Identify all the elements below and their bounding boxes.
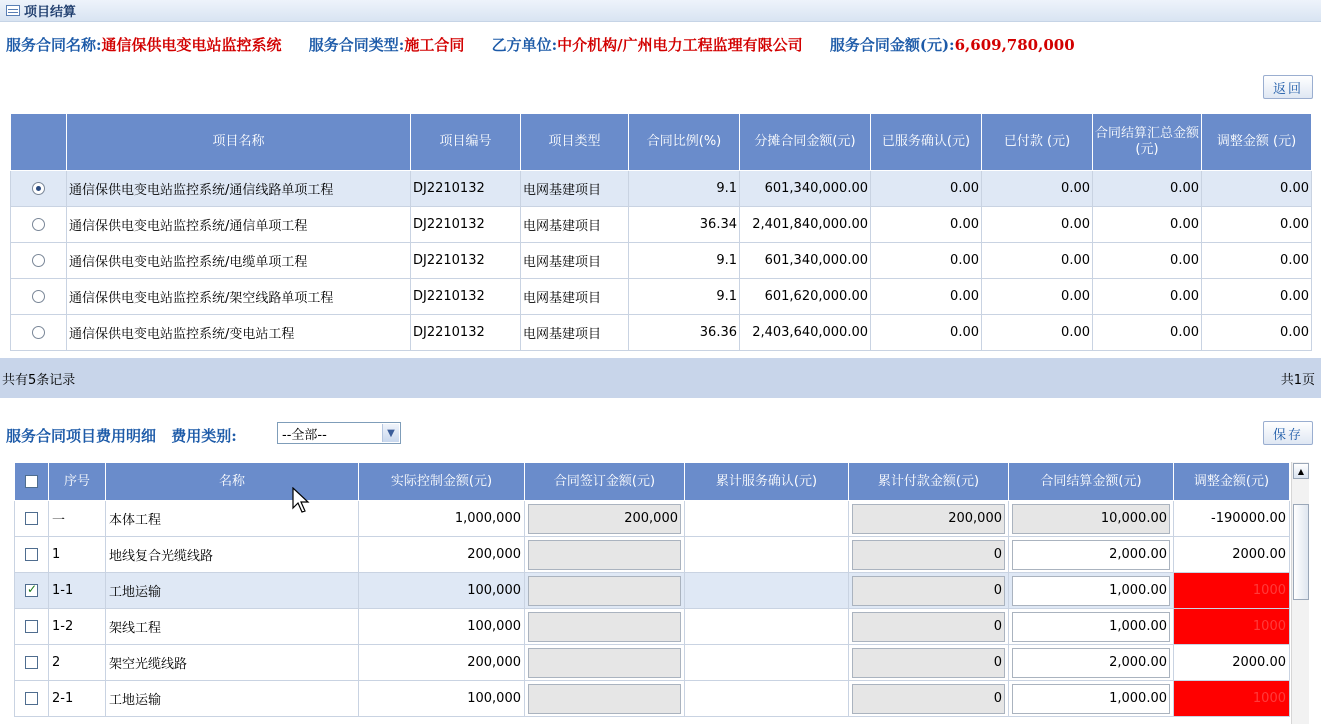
cumulative-paid-cell	[849, 609, 1009, 645]
actual-amount-cell: 100,000	[359, 573, 525, 609]
row-radio-button[interactable]	[32, 254, 45, 267]
vertical-scrollbar[interactable]	[1291, 462, 1309, 724]
paid-cell: 0.00	[982, 279, 1093, 315]
header-actual-amount: 实际控制金额(元)	[359, 463, 525, 501]
expense-row[interactable]	[15, 609, 1290, 645]
header-settlement-amount: 合同结算金额(元)	[1009, 463, 1174, 501]
row-radio	[11, 279, 67, 315]
signed-amount-field: 200,000	[528, 504, 681, 534]
name-cell: 地线复合光缆线路	[106, 537, 359, 573]
select-all-checkbox[interactable]	[25, 475, 38, 488]
actual-amount-cell: 100,000	[359, 681, 525, 717]
project-name-cell: 通信保供电变电站监控系统/变电站工程	[67, 315, 411, 351]
name-cell: 工地运输	[106, 681, 359, 717]
confirmed-cell: 0.00	[871, 243, 982, 279]
adjust-cell: 0.00	[1202, 207, 1312, 243]
ratio-cell: 36.36	[629, 315, 740, 351]
allocated-amount-cell: 2,401,840,000.00	[740, 207, 871, 243]
ratio-cell: 9.1	[629, 243, 740, 279]
adjust-amount-cell[interactable]: 2000.00	[1174, 645, 1290, 681]
cumulative-paid-cell	[849, 537, 1009, 573]
mouse-cursor-icon	[292, 487, 314, 515]
signed-amount-field	[528, 648, 681, 678]
header-signed-amount: 合同签订金额(元)	[525, 463, 685, 501]
header-adjust-amount: 调整金额(元)	[1174, 463, 1290, 501]
row-check-cell[interactable]	[15, 573, 49, 609]
header-allocated-amount: 分摊合同金额(元)	[740, 114, 871, 171]
settlement-amount-cell	[1009, 609, 1174, 645]
confirmed-cell: 0.00	[871, 315, 982, 351]
settlement-amount-field[interactable]: 1,000.00	[1012, 576, 1170, 606]
table-icon	[6, 5, 20, 16]
cumulative-confirm-cell	[685, 609, 849, 645]
settlement-amount-cell	[1009, 501, 1174, 537]
expense-row[interactable]	[15, 573, 1290, 609]
ratio-cell: 36.34	[629, 207, 740, 243]
scroll-thumb[interactable]	[1293, 504, 1309, 600]
project-type-cell: 电网基建项目	[521, 315, 629, 351]
project-code-cell: DJ2210132	[411, 279, 521, 315]
scroll-up-icon[interactable]: ▲	[1293, 463, 1309, 479]
adjust-amount-cell[interactable]: 1000	[1174, 573, 1290, 609]
seq-cell: 2-1	[49, 681, 106, 717]
row-checkbox[interactable]	[25, 548, 38, 561]
adjust-amount-cell[interactable]: -190000.00	[1174, 501, 1290, 537]
seq-cell: 1-2	[49, 609, 106, 645]
filter-label: 费用类别:	[171, 427, 237, 445]
allocated-amount-cell: 2,403,640,000.00	[740, 315, 871, 351]
row-checkbox[interactable]	[25, 692, 38, 705]
project-row[interactable]	[11, 207, 1312, 243]
header-seq: 序号	[49, 463, 106, 501]
settlement-amount-cell	[1009, 681, 1174, 717]
expense-detail-heading	[6, 425, 237, 446]
row-checkbox[interactable]	[25, 584, 38, 597]
project-name-cell: 通信保供电变电站监控系统/通信单项工程	[67, 207, 411, 243]
row-radio-button[interactable]	[32, 326, 45, 339]
cumulative-confirm-cell	[685, 573, 849, 609]
header-paid: 已付款 (元)	[982, 114, 1093, 171]
paid-cell: 0.00	[982, 315, 1093, 351]
header-ratio: 合同比例(%)	[629, 114, 740, 171]
header-select-all[interactable]	[15, 463, 49, 501]
settlement-amount-field: 10,000.00	[1012, 504, 1170, 534]
row-check-cell[interactable]	[15, 501, 49, 537]
seq-cell: 2	[49, 645, 106, 681]
info-label-contract-amount: 服务合同金额(元):	[829, 36, 955, 54]
cumulative-confirm-cell	[685, 501, 849, 537]
pagination-bar	[0, 358, 1321, 398]
settlement-amount-field[interactable]: 2,000.00	[1012, 540, 1170, 570]
header-cumulative-confirm: 累计服务确认(元)	[685, 463, 849, 501]
expense-detail-title: 服务合同项目费用明细	[6, 427, 157, 445]
signed-amount-cell	[525, 645, 685, 681]
expense-category-value: --全部--	[282, 427, 327, 443]
title-bar	[0, 0, 1321, 22]
project-name-cell: 通信保供电变电站监控系统/通信线路单项工程	[67, 171, 411, 207]
row-check-cell[interactable]	[15, 537, 49, 573]
row-check-cell[interactable]	[15, 645, 49, 681]
project-type-cell: 电网基建项目	[521, 207, 629, 243]
settlement-summary-cell: 0.00	[1093, 279, 1202, 315]
confirmed-cell: 0.00	[871, 207, 982, 243]
chevron-down-icon[interactable]: ▼	[382, 424, 399, 442]
header-project-type: 项目类型	[521, 114, 629, 171]
adjust-cell: 0.00	[1202, 279, 1312, 315]
confirmed-cell: 0.00	[871, 171, 982, 207]
paid-cell: 0.00	[982, 171, 1093, 207]
row-radio-button[interactable]	[32, 218, 45, 231]
settlement-summary-cell: 0.00	[1093, 315, 1202, 351]
settlement-amount-cell	[1009, 537, 1174, 573]
adjust-cell: 0.00	[1202, 243, 1312, 279]
adjust-amount-cell[interactable]: 1000	[1174, 609, 1290, 645]
project-row[interactable]	[11, 279, 1312, 315]
seq-cell: 1-1	[49, 573, 106, 609]
name-cell: 本体工程	[106, 501, 359, 537]
header-adjust: 调整金额 (元)	[1202, 114, 1312, 171]
header-name: 名称	[106, 463, 359, 501]
row-checkbox[interactable]	[25, 620, 38, 633]
project-row[interactable]	[11, 243, 1312, 279]
cumulative-confirm-cell	[685, 645, 849, 681]
page-title: 项目结算	[24, 5, 77, 20]
cumulative-paid-field: 0	[852, 612, 1005, 642]
header-select	[11, 114, 67, 171]
row-radio	[11, 171, 67, 207]
settlement-amount-field[interactable]: 1,000.00	[1012, 684, 1170, 714]
contract-info	[6, 34, 1097, 55]
header-confirmed: 已服务确认(元)	[871, 114, 982, 171]
cumulative-paid-field: 0	[852, 540, 1005, 570]
seq-cell: 1	[49, 537, 106, 573]
project-type-cell: 电网基建项目	[521, 171, 629, 207]
confirmed-cell: 0.00	[871, 279, 982, 315]
cumulative-paid-cell	[849, 573, 1009, 609]
signed-amount-field	[528, 576, 681, 606]
project-type-cell: 电网基建项目	[521, 243, 629, 279]
expense-row[interactable]	[15, 645, 1290, 681]
row-check-cell[interactable]	[15, 681, 49, 717]
cumulative-confirm-cell	[685, 681, 849, 717]
adjust-cell: 0.00	[1202, 315, 1312, 351]
settlement-summary-cell: 0.00	[1093, 171, 1202, 207]
info-value-party-b: 中介机构/广州电力工程监理有限公司	[557, 36, 803, 54]
name-cell: 架线工程	[106, 609, 359, 645]
settlement-amount-field[interactable]: 2,000.00	[1012, 648, 1170, 678]
expense-row[interactable]	[15, 681, 1290, 717]
signed-amount-cell	[525, 501, 685, 537]
ratio-cell: 9.1	[629, 279, 740, 315]
allocated-amount-cell: 601,620,000.00	[740, 279, 871, 315]
info-value-contract-amount: 6,609,780,000	[954, 36, 1075, 54]
cumulative-paid-field: 0	[852, 684, 1005, 714]
settlement-amount-cell	[1009, 573, 1174, 609]
cumulative-paid-cell	[849, 645, 1009, 681]
project-code-cell: DJ2210132	[411, 315, 521, 351]
row-radio-button[interactable]	[32, 290, 45, 303]
save-button[interactable]: 保存	[1263, 421, 1313, 445]
info-value-contract-name: 通信保供电变电站监控系统	[101, 36, 282, 54]
info-value-contract-type: 施工合同	[404, 36, 465, 54]
info-label-contract-type: 服务合同类型:	[308, 36, 405, 54]
actual-amount-cell: 200,000	[359, 645, 525, 681]
info-label-contract-name: 服务合同名称:	[6, 36, 102, 54]
project-code-cell: DJ2210132	[411, 243, 521, 279]
cumulative-paid-field: 200,000	[852, 504, 1005, 534]
cumulative-paid-field: 0	[852, 576, 1005, 606]
seq-cell: 一	[49, 501, 106, 537]
page-count: 共1页	[1280, 372, 1315, 388]
ratio-cell: 9.1	[629, 171, 740, 207]
signed-amount-field	[528, 684, 681, 714]
header-project-name: 项目名称	[67, 114, 411, 171]
header-cumulative-paid: 累计付款金额(元)	[849, 463, 1009, 501]
settlement-summary-cell: 0.00	[1093, 207, 1202, 243]
signed-amount-cell	[525, 537, 685, 573]
cumulative-paid-cell	[849, 501, 1009, 537]
actual-amount-cell: 1,000,000	[359, 501, 525, 537]
row-radio	[11, 243, 67, 279]
expense-category-select[interactable]	[277, 422, 401, 444]
actual-amount-cell: 100,000	[359, 609, 525, 645]
row-radio-button[interactable]	[32, 182, 45, 195]
row-radio	[11, 207, 67, 243]
row-check-cell[interactable]	[15, 609, 49, 645]
project-type-cell: 电网基建项目	[521, 279, 629, 315]
project-code-cell: DJ2210132	[411, 207, 521, 243]
settlement-amount-field[interactable]: 1,000.00	[1012, 612, 1170, 642]
adjust-cell: 0.00	[1202, 171, 1312, 207]
settlement-summary-cell: 0.00	[1093, 243, 1202, 279]
signed-amount-field	[528, 612, 681, 642]
allocated-amount-cell: 601,340,000.00	[740, 171, 871, 207]
adjust-amount-cell[interactable]: 2000.00	[1174, 537, 1290, 573]
cumulative-confirm-cell	[685, 537, 849, 573]
project-table-header	[11, 114, 1312, 171]
expense-table-header	[15, 463, 1290, 501]
actual-amount-cell: 200,000	[359, 537, 525, 573]
record-count: 共有5条记录	[2, 372, 76, 388]
cumulative-paid-cell	[849, 681, 1009, 717]
expense-table	[14, 462, 1290, 717]
paid-cell: 0.00	[982, 243, 1093, 279]
expense-row[interactable]	[15, 537, 1290, 573]
name-cell: 工地运输	[106, 573, 359, 609]
project-name-cell: 通信保供电变电站监控系统/架空线路单项工程	[67, 279, 411, 315]
signed-amount-cell	[525, 573, 685, 609]
row-checkbox[interactable]	[25, 656, 38, 669]
header-settlement-summary: 合同结算汇总金额 (元)	[1093, 114, 1202, 171]
return-button[interactable]: 返回	[1263, 75, 1313, 99]
settlement-amount-cell	[1009, 645, 1174, 681]
expense-row[interactable]	[15, 501, 1290, 537]
project-table	[10, 113, 1312, 351]
project-row[interactable]	[11, 315, 1312, 351]
project-code-cell: DJ2210132	[411, 171, 521, 207]
adjust-amount-cell[interactable]: 1000	[1174, 681, 1290, 717]
project-row[interactable]	[11, 171, 1312, 207]
row-checkbox[interactable]	[25, 512, 38, 525]
allocated-amount-cell: 601,340,000.00	[740, 243, 871, 279]
cumulative-paid-field: 0	[852, 648, 1005, 678]
info-label-party-b: 乙方单位:	[491, 36, 558, 54]
row-radio	[11, 315, 67, 351]
paid-cell: 0.00	[982, 207, 1093, 243]
signed-amount-field	[528, 540, 681, 570]
name-cell: 架空光缆线路	[106, 645, 359, 681]
header-project-code: 项目编号	[411, 114, 521, 171]
project-name-cell: 通信保供电变电站监控系统/电缆单项工程	[67, 243, 411, 279]
signed-amount-cell	[525, 609, 685, 645]
signed-amount-cell	[525, 681, 685, 717]
